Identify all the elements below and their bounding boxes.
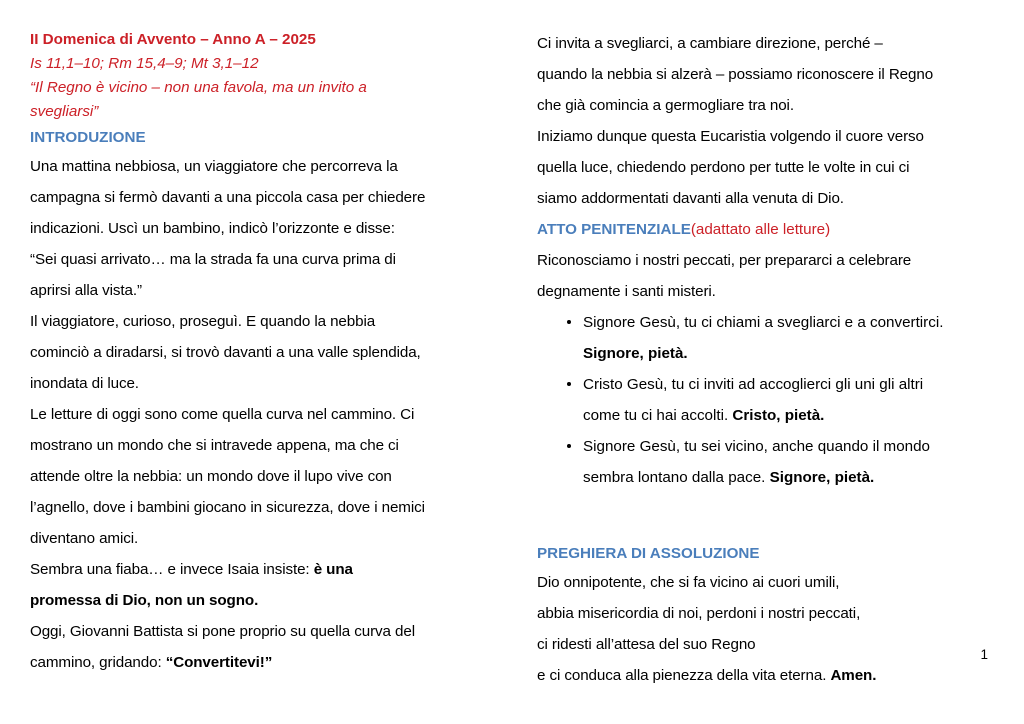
theme-quote-line-1: “Il Regno è vicino – non una favola, ma un invito a [30, 79, 367, 96]
text-segment-bold: è una [313, 561, 353, 578]
text-line: Il viaggiatore, curioso, proseguì. E quando la nebbia [30, 313, 376, 330]
text-line: aprirsi alla vista.” [30, 282, 142, 299]
text-line: quando la nebbia si alzerà – possiamo riconoscere il Regno [537, 66, 934, 83]
invocations-list [537, 307, 995, 493]
text-line: Iniziamo dunque questa Eucaristia volgendo il cuore verso [537, 128, 924, 145]
paragraph-preghiera [537, 567, 995, 691]
scripture-reference: Is 11,1–10; Rm 15,4–9; Mt 3,1–12 [30, 55, 259, 72]
document-title: II Domenica di Avvento – Anno A – 2025 [30, 31, 316, 48]
text-line: Ci invita a svegliarci, a cambiare direzione, perché – [537, 35, 883, 52]
text-line: campagna si fermò davanti a una piccola casa per chiedere [30, 189, 426, 206]
text-line: siamo addormentati davanti alla venuta di Dio. [537, 190, 844, 207]
invocation-response [583, 462, 995, 493]
text-segment-bold: Amen. [830, 667, 877, 684]
text-line: Le letture di oggi sono come quella curva nel cammino. Ci [30, 406, 415, 423]
text-line-bold [30, 585, 488, 616]
text-line: inondata di luce. [30, 375, 139, 392]
invocation-response [583, 338, 995, 369]
text-line: quella luce, chiedendo perdono per tutte le volte in cui ci [537, 159, 910, 176]
text-segment-bold: “Convertitevi!” [165, 654, 273, 671]
heading-preghiera-assoluzione: PREGHIERA DI ASSOLUZIONE [537, 545, 760, 562]
heading-atto-penitenziale-label: ATTO PENITENZIALE [537, 221, 691, 238]
text-line: diventano amici. [30, 530, 139, 547]
invocation-line: Cristo Gesù, tu ci inviti ad accoglierci gli uni gli altri [583, 376, 924, 393]
text-line: l’agnello, dove i bambini giocano in sicurezza, dove i nemici [30, 499, 425, 516]
page-number: 1 [980, 647, 988, 662]
text-line: cominciò a diradarsi, si trovò davanti a una valle splendida, [30, 344, 421, 361]
text-segment: Sembra una fiaba… e invece Isaia insiste: [30, 561, 314, 578]
text-segment: come tu ci hai accolti. [583, 407, 733, 424]
paragraph-atto-intro [537, 245, 995, 307]
list-item [537, 307, 995, 369]
heading-atto-penitenziale-note: (adattato alle letture) [690, 221, 831, 238]
left-column [30, 28, 488, 678]
text-segment: cammino, gridando: [30, 654, 166, 671]
paragraph-traveler [30, 306, 488, 399]
bullet-icon [567, 444, 571, 448]
text-segment: sembra lontano dalla pace. [583, 469, 770, 486]
heading-atto-penitenziale [537, 214, 995, 245]
text-line-mixed [30, 647, 488, 678]
paragraph-readings [30, 399, 488, 554]
text-segment: e ci conduca alla pienezza della vita eterna. [537, 667, 831, 684]
bullet-icon [567, 382, 571, 386]
right-column [537, 28, 995, 691]
bullet-icon [567, 320, 571, 324]
text-line-mixed [30, 554, 488, 585]
invocation-line: Signore Gesù, tu sei vicino, anche quando il mondo [583, 438, 930, 455]
paragraph-promise [30, 554, 488, 616]
list-item [537, 431, 995, 493]
text-segment-bold: Cristo, pietà. [732, 407, 825, 424]
text-line: indicazioni. Uscì un bambino, indicò l’orizzonte e disse: [30, 220, 395, 237]
text-segment-bold: Signore, pietà. [583, 345, 688, 362]
text-line: che già comincia a germogliare tra noi. [537, 97, 794, 114]
text-line: degnamente i santi misteri. [537, 283, 716, 300]
invocation-response [583, 400, 995, 431]
text-line: Dio onnipotente, che si fa vicino ai cuori umili, [537, 574, 840, 591]
paragraph-john-baptist [30, 616, 488, 678]
section-spacer [537, 493, 995, 524]
text-line: mostrano un mondo che si intravede appena, ma che ci [30, 437, 399, 454]
heading-introduzione: INTRODUZIONE [30, 129, 146, 146]
invocation-line: Signore Gesù, tu ci chiami a svegliarci e a convertirci. [583, 314, 944, 331]
paragraph-opening-story [30, 151, 488, 306]
text-segment-bold: Signore, pietà. [769, 469, 875, 486]
text-line-mixed [537, 660, 995, 691]
theme-quote-line-2: svegliarsi” [30, 103, 99, 120]
section-spacer [537, 524, 995, 540]
theme-quote [30, 76, 488, 124]
list-item [537, 369, 995, 431]
text-line: “Sei quasi arrivato… ma la strada fa una curva prima di [30, 251, 396, 268]
paragraph-invitation [537, 28, 995, 121]
text-line: attende oltre la nebbia: un mondo dove il lupo vive con [30, 468, 392, 485]
text-line: Una mattina nebbiosa, un viaggiatore che percorreva la [30, 158, 398, 175]
text-line: abbia misericordia di noi, perdoni i nostri peccati, [537, 605, 861, 622]
paragraph-eucharist [537, 121, 995, 214]
text-line: ci ridesti all’attesa del suo Regno [537, 636, 756, 653]
text-line: Oggi, Giovanni Battista si pone proprio su quella curva del [30, 623, 415, 640]
text-segment-bold: promessa di Dio, non un sogno. [30, 592, 259, 609]
text-line: Riconosciamo i nostri peccati, per prepararci a celebrare [537, 252, 912, 269]
